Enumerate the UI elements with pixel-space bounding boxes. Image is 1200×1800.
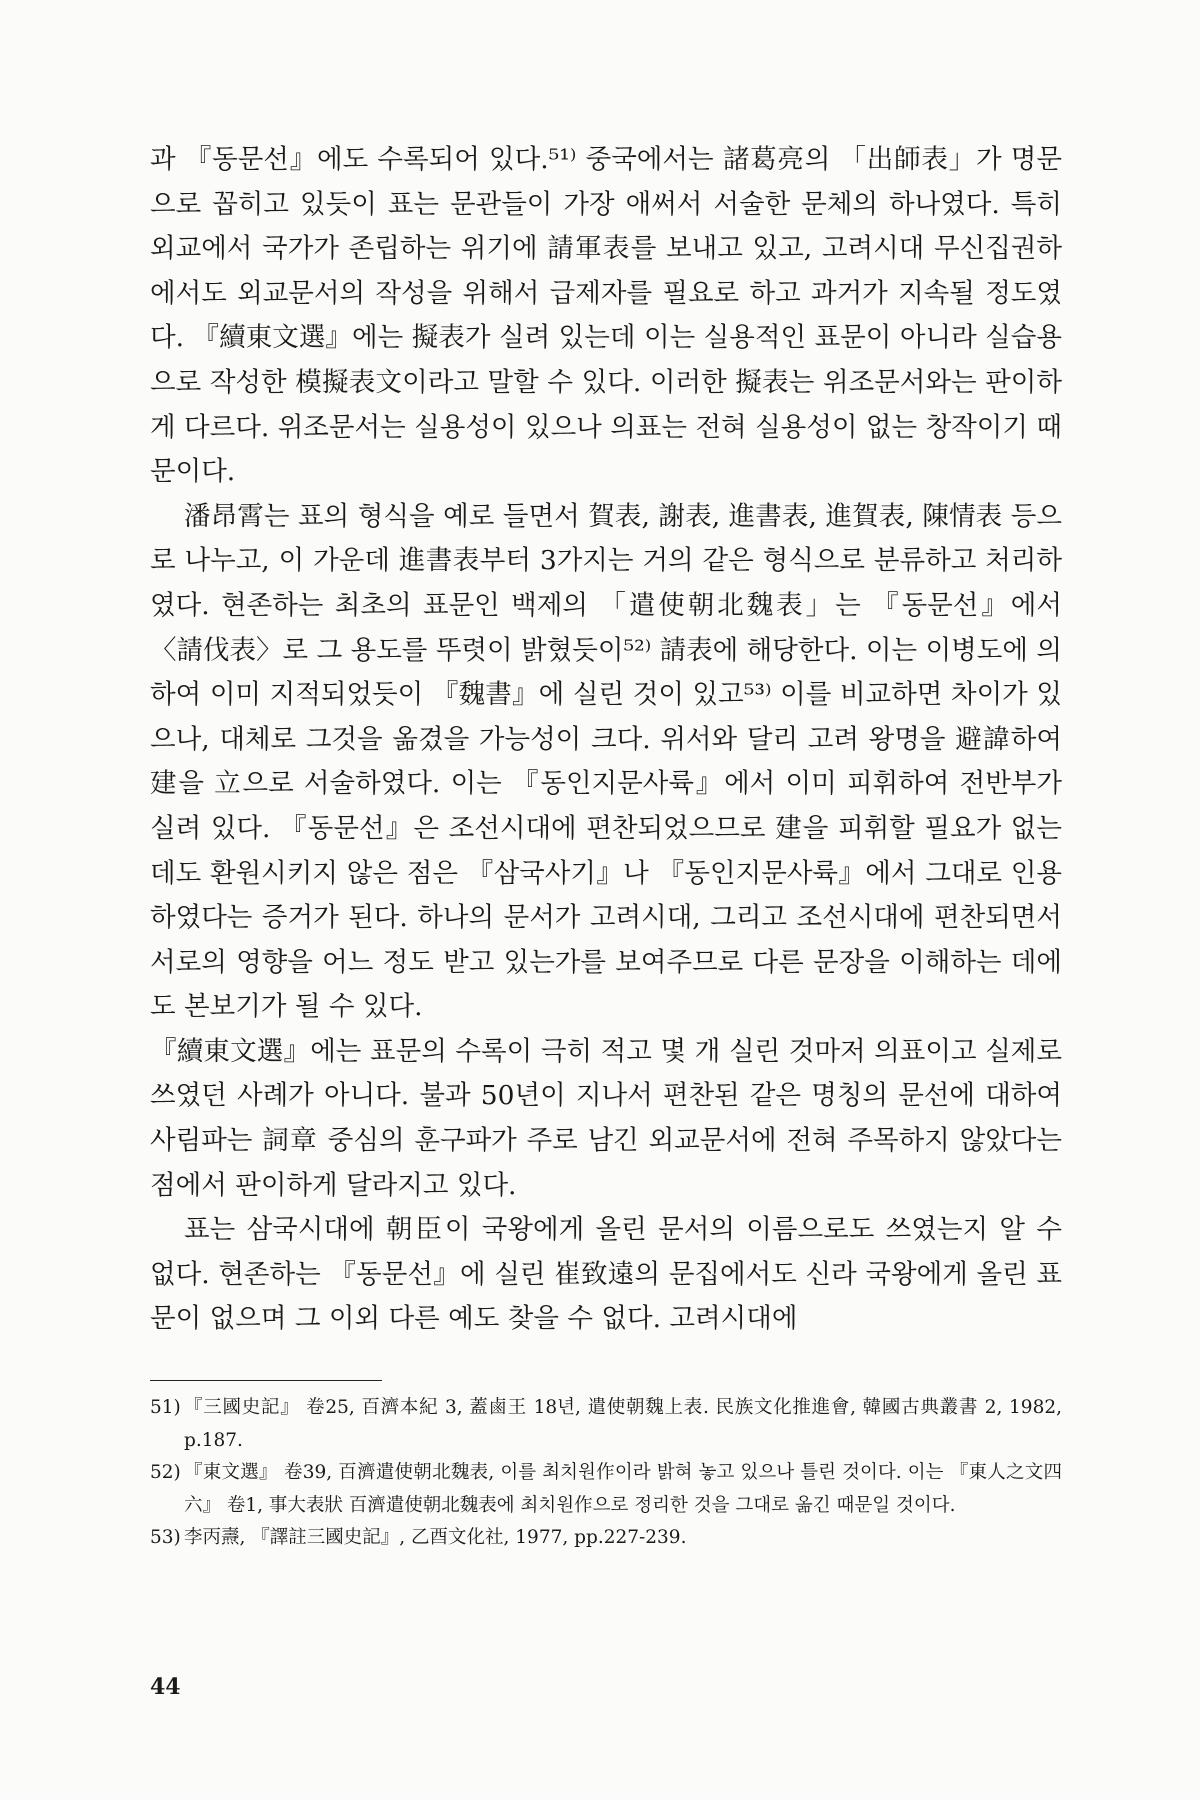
footnotes	[150, 1392, 1062, 1555]
footnote-divider	[150, 1380, 382, 1381]
footnote-52	[150, 1457, 1062, 1522]
footnote-number: 53)	[150, 1527, 181, 1548]
footnote-text: 『東文選』 卷39, 百濟遣使朝北魏表, 이를 최치원作이라 밝혀 놓고 있으나 틀린 것이다. 이는 『東人之文四六』 卷1, 事大表狀 百濟遣使朝北魏表에 최치원作으로 정리한 것을 그대로 옮긴 때문일 것이다.	[184, 1462, 1062, 1516]
footnote-53	[150, 1522, 1062, 1555]
paragraph-3: 『續東文選』에는 표문의 수록이 극히 적고 몇 개 실린 것마저 의표이고 실제로 쓰였던 사례가 아니다. 불과 50년이 지나서 편찬된 같은 명칭의 문선에 대하여 사림파는 詞章 중심의 훈구파가 주로 남긴 외교문서에 전혀 주목하지 않았다는 점에서 판이하게 달라지고 있다.	[150, 1035, 1062, 1201]
paragraph-1: 과 『동문선』에도 수록되어 있다.⁵¹⁾ 중국에서는 諸葛亮의 「出師表」가 명문으로 꼽히고 있듯이 표는 문관들이 가장 애써서 서술한 문체의 하나였다. 특히 외교에서 국가가 존립하는 위기에 請軍表를 보내고 있고, 고려시대 무신집권하에서도 외교문서의 작성을 위해서 급제자를 필요로 하고 과거가 지속될 정도였다. 『續東文選』에는 擬表가 실려 있는데 이는 실용적인 표문이 아니라 실습용으로 작성한 模擬表文이라고 말할 수 있다. 이러한 擬表는 위조문서와는 판이하게 다르다. 위조문서는 실용성이 있으나 의표는 전혀 실용성이 없는 창작이기 때문이다.	[150, 144, 1062, 488]
footnote-text: 『三國史記』 卷25, 百濟本紀 3, 蓋鹵王 18년, 遣使朝魏上表. 民族文化推進會, 韓國古典叢書 2, 1982, p.187.	[184, 1397, 1062, 1451]
footnote-number: 52)	[150, 1462, 181, 1483]
footnote-number: 51)	[150, 1397, 181, 1418]
paragraph-2: 潘昂霄는 표의 형식을 예로 들면서 賀表, 謝表, 進書表, 進賀表, 陳情表 등으로 나누고, 이 가운데 進書表부터 3가지는 거의 같은 형식으로 분류하고 처리하였다. 현존하는 최초의 표문인 백제의 「遣使朝北魏表」는 『동문선』에서 〈請伐表〉로 그 용도를 뚜렷이 밝혔듯이⁵²⁾ 請表에 해당한다. 이는 이병도에 의하여 이미 지적되었듯이 『魏書』에 실린 것이 있고⁵³⁾ 이를 비교하면 차이가 있으나, 대체로 그것을 옮겼을 가능성이 크다. 위서와 달리 고려 왕명을 避諱하여 建을 立으로 서술하였다. 이는 『동인지문사륙』에서 이미 피휘하여 전반부가 실려 있다. 『동문선』은 조선시대에 편찬되었으므로 建을 피휘할 필요가 없는 데도 환원시키지 않은 점은 『삼국사기』나 『동인지문사륙』에서 그대로 인용하였다는 증거가 된다. 하나의 문서가 고려시대, 그리고 조선시대에 편찬되면서 서로의 영향을 어느 정도 받고 있는가를 보여주므로 다른 문장을 이해하는 데에도 본보기가 될 수 있다.	[150, 500, 1062, 1023]
body-text	[150, 138, 1062, 1342]
footnote-text: 李丙燾, 『譯註三國史記』, 乙酉文化社, 1977, pp.227-239.	[184, 1527, 687, 1548]
paragraph-4: 표는 삼국시대에 朝臣이 국왕에게 올린 문서의 이름으로도 쓰였는지 알 수 없다. 현존하는 『동문선』에 실린 崔致遠의 문집에서도 신라 국왕에게 올린 표문이 없으며 그 이외 다른 예도 찾을 수 없다. 고려시대에	[150, 1214, 1062, 1335]
footnote-51	[150, 1392, 1062, 1457]
page-number: 44	[150, 1674, 181, 1700]
